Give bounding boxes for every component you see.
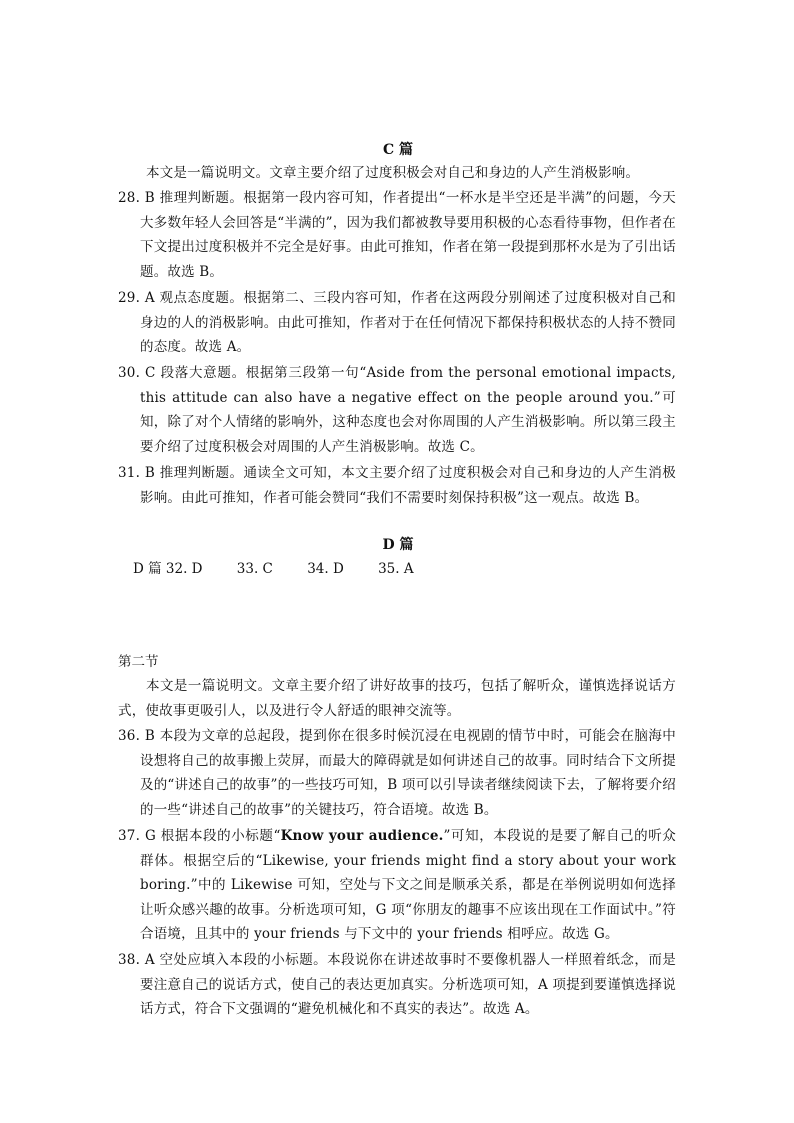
section-2-intro: 本文是一篇说明文。文章主要介绍了讲好故事的技巧，包括了解听众，谨慎选择说话方式，使故事更吸引人，以及进行令人舒适的眼神交流等。 xyxy=(118,678,676,719)
answer-item-29: 29. A 观点态度题。根据第二、三段内容可知，作者在这两段分别阐述了过度积极对自己和身边的人的消极影响。由此可推知，作者对于在任何情况下都保持积极状态的人持不赞同的态度。故选 A。 xyxy=(118,290,676,355)
answer-32: D 篇 32. D xyxy=(133,561,203,577)
answer-35: 35. A xyxy=(378,561,414,577)
answer-item-28: 28. B 推理判断题。根据第一段内容可知，作者提出“一杯水是半空还是半满”的问题，今天大多数年轻人会回答是“半满的”，因为我们都被教导要用积极的心态看待事物，但作者在下文提出过度积极并不完全是好事。由此可推知，作者在第一段提到那杯水是为了引出话题。故选 B。 xyxy=(118,190,676,280)
answer-item-37-subtitle: Know your audience. xyxy=(280,828,444,844)
answer-item-36: 36. B 本段为文章的总起段，提到你在很多时候沉浸在电视剧的情节中时，可能会在脑海中设想将自己的故事搬上荧屏，而最大的障碍就是如何讲述自己的故事。同时结合下文所提及的“讲述自己的故事”的一些技巧可知，B 项可以引导读者继续阅读下去，了解将要介绍的一些“讲述自己的故事”的关键技巧，符合语境。故选 B。 xyxy=(118,728,676,818)
answer-item-31: 31. B 推理判断题。通读全文可知，本文主要介绍了过度积极会对自己和身边的人产生消极影响。由此可推知，作者可能会赞同“我们不需要时刻保持积极”这一观点。故选 B。 xyxy=(118,465,676,506)
answer-34: 34. D xyxy=(307,561,344,577)
part-d-answers xyxy=(133,557,414,581)
answer-item-37-body: ”可知，本段说的是要了解自己的听众群体。根据空后的“Likewise, your friends might find a story about your work boring.”中的 Likewise 可知，空处与下文之间是顺承关系，都是在举例说明如何选择让听众感兴趣的故事。分析选项可知，G 项“你朋友的趣事不应该出现在工作面试中。”符合语境，且其中的 your friends 与下文中的 your friends 相呼应。故选 G。 xyxy=(140,828,676,942)
part-d-title: D 篇 xyxy=(382,537,414,553)
part-c-intro: 本文是一篇说明文。文章主要介绍了过度积极会对自己和身边的人产生消极影响。 xyxy=(146,165,640,181)
answer-item-30: 30. C 段落大意题。根据第三段第一句“Aside from the personal emotional impacts, this attitude can also have a negative effect on the people around you.”可知，除了对个人情绪的影响外，这种态度也会对你周围的人产生消极影响。所以第三段主要介绍了过度积极会对周围的人产生消极影响。故选 C。 xyxy=(118,365,676,455)
answer-33: 33. C xyxy=(236,561,273,577)
part-c-title: C 篇 xyxy=(382,142,414,158)
answer-item-37-prefix: 37. G 根据本段的小标题“ xyxy=(118,828,281,844)
answer-item-37 xyxy=(118,824,676,947)
answer-item-38: 38. A 空处应填入本段的小标题。本段说你在讲述故事时不要像机器人一样照着纸念，而是要注意自己的说话方式，使自己的表达更加真实。分析选项可知，A 项提到要谨慎选择说话方式，符合下文强调的“避免机械化和不真实的表达”。故选 A。 xyxy=(118,952,676,1017)
section-2-label: 第二节 xyxy=(118,654,159,670)
